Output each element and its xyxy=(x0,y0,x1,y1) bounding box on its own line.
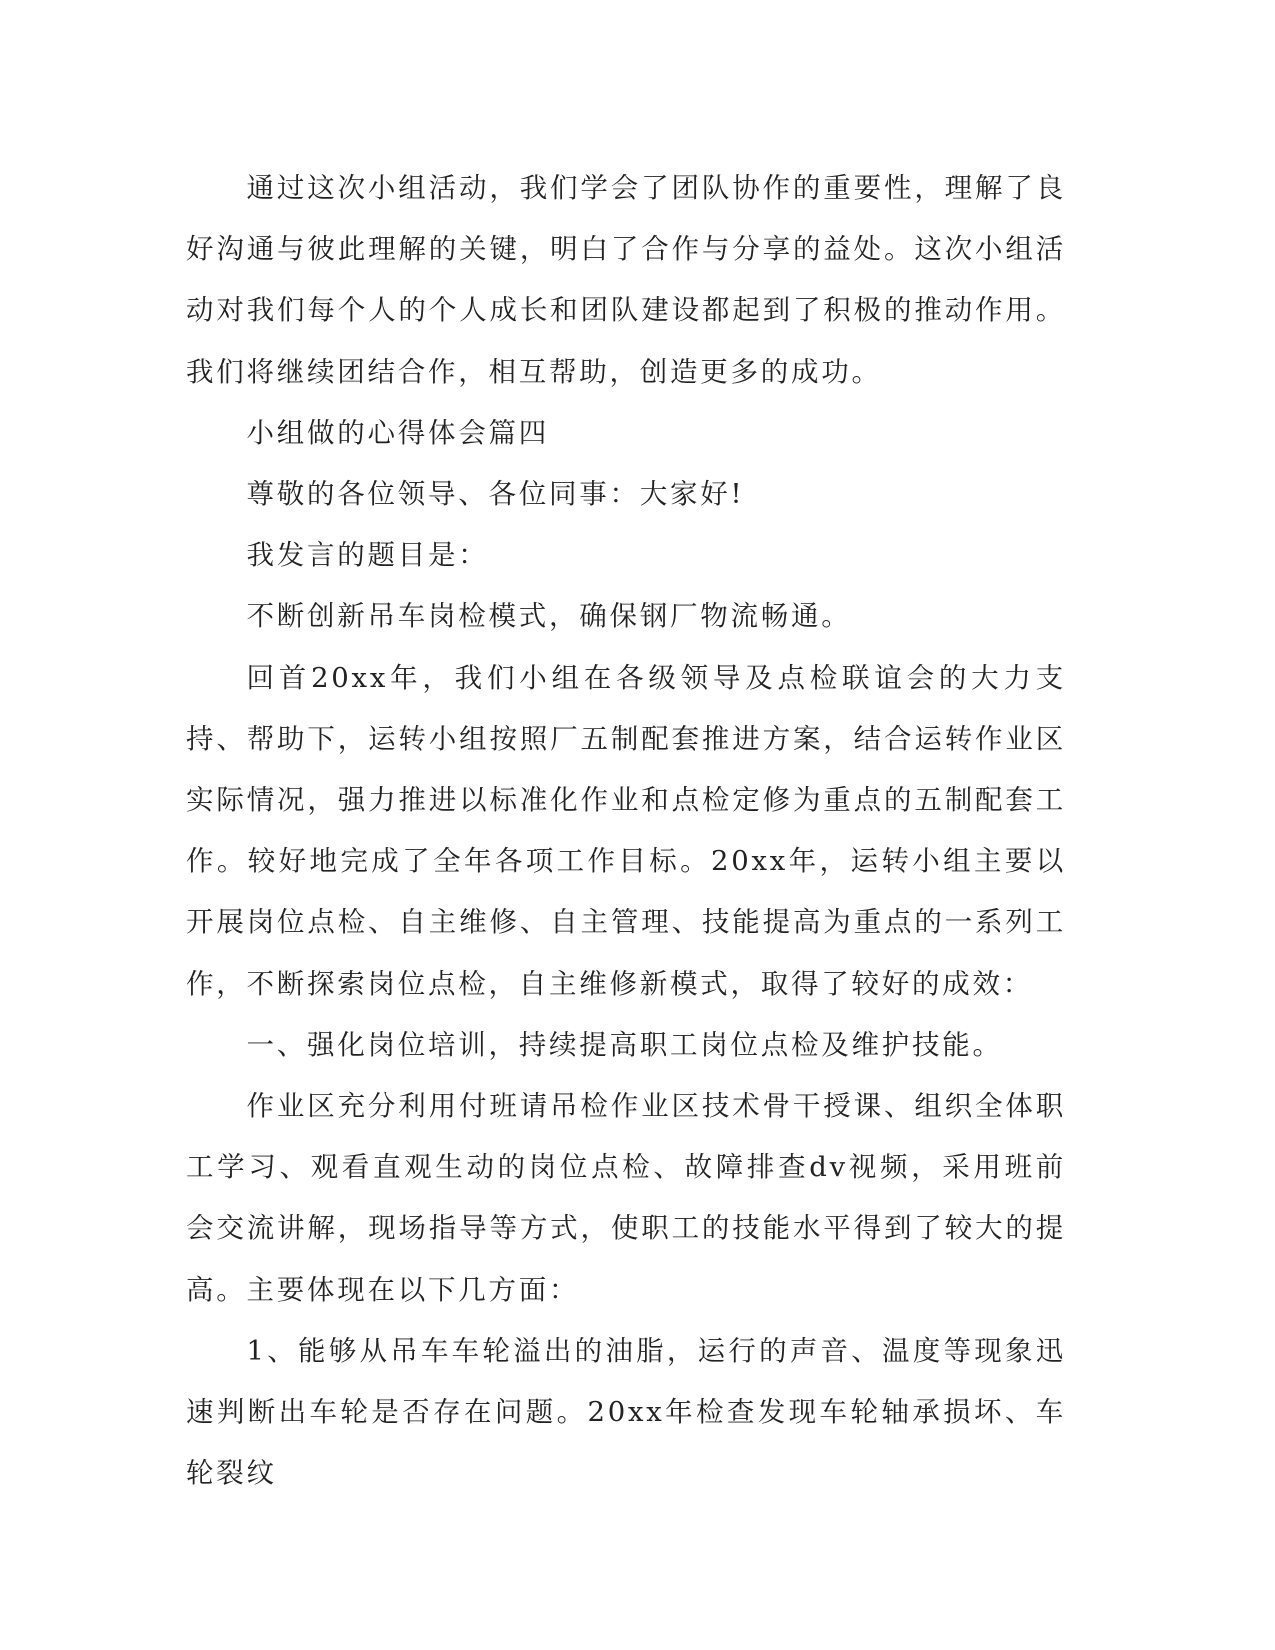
speech-topic-label: 我发言的题目是： xyxy=(246,539,489,572)
section-heading: 小组做的心得体会篇四 xyxy=(246,416,549,449)
point-one-heading: 一、强化岗位培训，持续提高职工岗位点检及维护技能。 xyxy=(246,1028,1003,1061)
salutation: 尊敬的各位领导、各位同事：大家好! xyxy=(246,478,745,511)
document-body xyxy=(186,158,1066,1504)
paragraph-review: 回首20xx年，我们小组在各级领导及点检联谊会的大力支持、帮助下，运转小组按照厂五制配套推进方案，结合运转作业区实际情况，强力推进以标准化作业和点检定修为重点的五制配套工作。较好地完成了全年各项工作目标。20xx年，运转小组主要以开展岗位点检、自主维修、自主管理、技能提高为重点的一系列工作，不断探索岗位点检，自主维修新模式，取得了较好的成效： xyxy=(186,661,1066,1000)
speech-topic: 不断创新吊车岗检模式，确保钢厂物流畅通。 xyxy=(246,600,852,633)
list-item-one: 1、能够从吊车车轮溢出的油脂，运行的声音、温度等现象迅速判断出车轮是否存在问题。20xx年检查发现车轮轴承损坏、车轮裂纹 xyxy=(186,1334,1066,1490)
paragraph-summary: 通过这次小组活动，我们学会了团队协作的重要性，理解了良好沟通与彼此理解的关键，明白了合作与分享的益处。这次小组活动对我们每个人的个人成长和团队建设都起到了积极的推动作用。我们将继续团结合作，相互帮助，创造更多的成功。 xyxy=(186,172,1066,388)
paragraph-training: 作业区充分利用付班请吊检作业区技术骨干授课、组织全体职工学习、观看直观生动的岗位点检、故障排查dv视频，采用班前会交流讲解，现场指导等方式，使职工的技能水平得到了较大的提高。主要体现在以下几方面： xyxy=(186,1090,1066,1306)
